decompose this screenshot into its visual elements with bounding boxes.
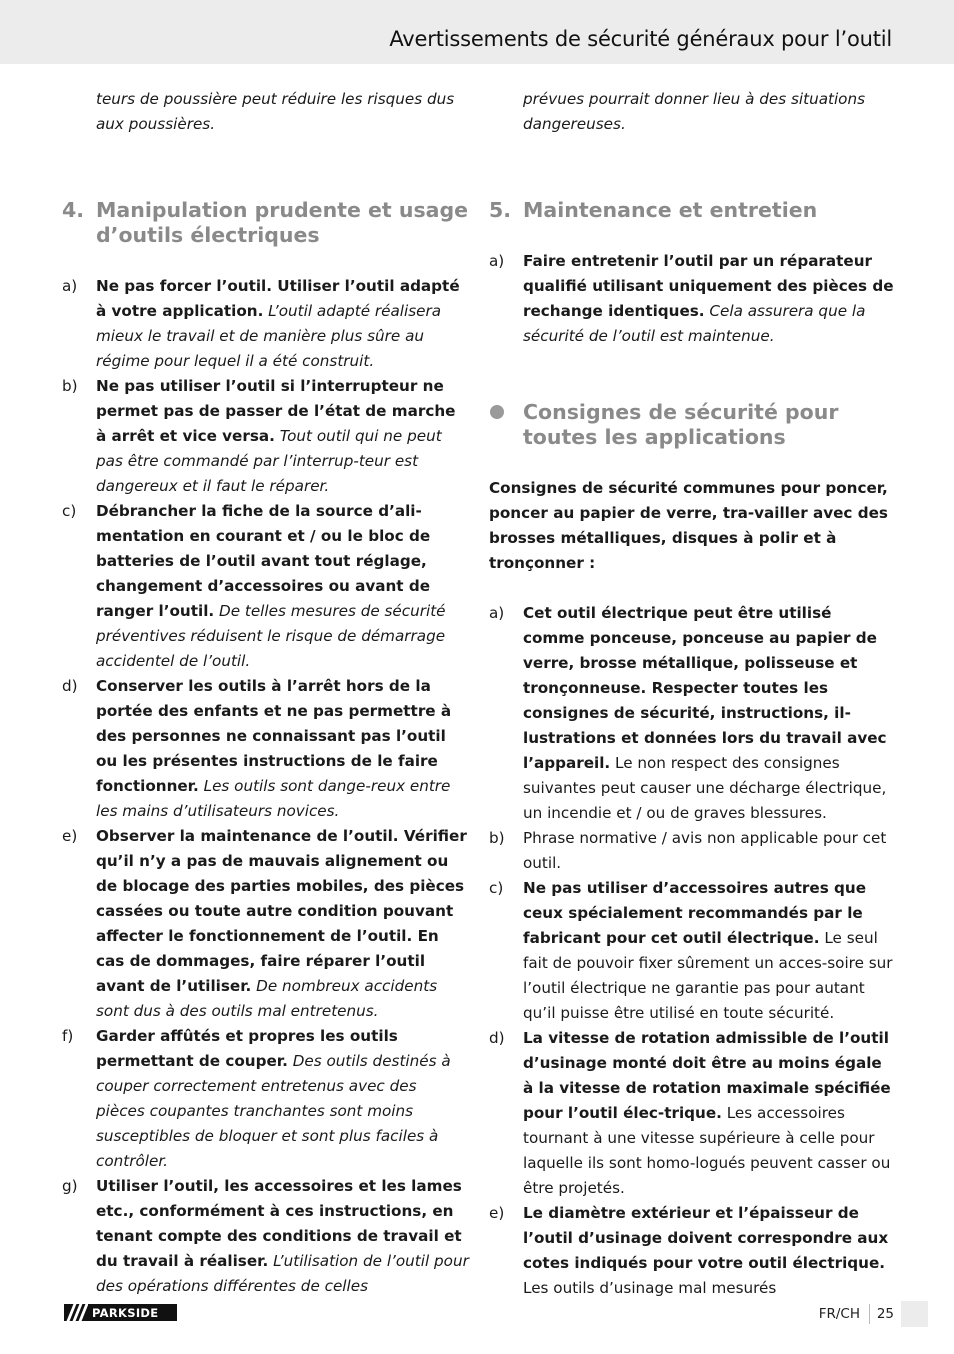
item-label: d) <box>489 1029 505 1047</box>
page-tab <box>901 1301 928 1327</box>
item-bold: La vitesse de rotation admissible de l’outil d’usinage monté doit être au moins égale à la vitesse de rotation maximale spécifiée pour l’outil élec-trique. <box>523 1029 891 1122</box>
item-bold: Débrancher la fiche de la source d’ali-mentation en courant et / ou le bloc de batteries de l’outil avant tout réglage, changement d’accessoires ou avant de ranger l’outil. <box>96 502 431 620</box>
item-text: Cela assurera que la sécurité de l’outil est maintenue. <box>523 302 866 345</box>
item-bold: Faire entretenir l’outil par un réparateur qualifié utilisant uniquement des pièces de rechange identiques. <box>523 252 894 320</box>
item-label: b) <box>62 377 78 395</box>
item-bold: Le diamètre extérieur et l’épaisseur de l’outil d’usinage doivent correspondre aux cotes indiqués pour votre outil électrique. <box>523 1204 889 1272</box>
item-label: c) <box>62 502 77 520</box>
section-number: 5. <box>489 198 512 222</box>
item-bold: Conserver les outils à l’arrêt hors de la portée des enfants et ne pas permettre à des personnes ne connaissant pas l’outil ou les présentes instructions de le faire fonctionner. <box>96 677 452 795</box>
item-label: a) <box>489 604 505 622</box>
continued-text: teurs de poussière peut réduire les risques dus aux poussières. <box>96 90 455 133</box>
item-bold: Garder affûtés et propres les outils permettant de couper. <box>96 1027 398 1070</box>
list-item <box>489 826 894 876</box>
header-band <box>0 0 954 64</box>
brand-name: PARKSIDE <box>92 1305 159 1320</box>
item-label: b) <box>489 829 505 847</box>
section-title: Manipulation prudente et usage d’outils électriques <box>96 198 469 247</box>
intro-bold-paragraph: Consignes de sécurité communes pour poncer, poncer au papier de verre, tra-vailler avec des brosses métalliques, disques à polir et à tronçonner : <box>489 479 888 572</box>
section-4-heading <box>62 198 470 248</box>
parkside-logo <box>64 1304 177 1321</box>
section-title: Consignes de sécurité pour toutes les applications <box>523 400 839 449</box>
item-text: Le non respect des consignes suivantes peut causer une décharge électrique, un incendie et / ou de graves blessures. <box>523 754 887 822</box>
item-text: Le seul fait de pouvoir fixer sûrement un acces-soire sur l’outil électrique ne garantie pas pour autant qu’il puisse être utilisé en toute sécurité. <box>523 929 893 1022</box>
page-number: 25 <box>876 1306 894 1322</box>
instruction-list <box>62 274 470 1299</box>
safety-section-heading <box>489 400 894 450</box>
slashes-icon <box>64 1304 88 1321</box>
list-item <box>62 1024 470 1174</box>
item-label: a) <box>489 252 505 270</box>
item-text: Les outils d’usinage mal mesurés <box>523 1279 777 1297</box>
item-bold: Utiliser l’outil, les accessoires et les lames etc., conformément à ces instructions, en tenant compte des conditions de travail et du travail à réaliser. <box>96 1177 462 1270</box>
list-item <box>489 1201 894 1301</box>
item-bold: Ne pas utiliser l’outil si l’interrupteur ne permet pas de passer de l’état de marche à arrêt et vice versa. <box>96 377 456 445</box>
list-item <box>62 499 470 674</box>
item-label: e) <box>489 1204 505 1222</box>
list-item <box>489 601 894 826</box>
section-number: 4. <box>62 198 85 222</box>
bullet-icon <box>490 405 504 419</box>
footer-divider <box>869 1304 870 1324</box>
language-code: FR/CH <box>818 1306 860 1322</box>
list-item <box>489 876 894 1026</box>
continued-text: prévues pourrait donner lieu à des situations dangereuses. <box>523 90 866 133</box>
list-item <box>489 1026 894 1201</box>
list-item <box>62 374 470 499</box>
list-item <box>62 824 470 1024</box>
page-title: Avertissements de sécurité généraux pour l’outil <box>389 27 892 51</box>
list-item <box>62 274 470 374</box>
item-bold: Ne pas forcer l’outil. Utiliser l’outil adapté à votre application. <box>96 277 460 320</box>
item-text: L’outil adapté réalisera mieux le travail et de manière plus sûre au régime pour lequel il a été construit. <box>96 302 442 370</box>
section-title: Maintenance et entretien <box>523 198 818 222</box>
item-label: d) <box>62 677 78 695</box>
item-text: Phrase normative / avis non applicable pour cet outil. <box>523 829 887 872</box>
item-bold: Ne pas utiliser d’accessoires autres que ceux spécialement recommandés par le fabricant pour cet outil électrique. <box>523 879 867 947</box>
item-text: L’utilisation de l’outil pour des opérations différentes de celles <box>96 1252 469 1295</box>
item-text: De nombreux accidents sont dus à des outils mal entretenus. <box>96 977 438 1020</box>
item-text: Les accessoires tournant à une vitesse supérieure à celle pour laquelle ils sont homo-logués peuvent casser ou être projetés. <box>523 1104 891 1197</box>
instruction-list <box>489 601 894 1301</box>
item-label: c) <box>489 879 504 897</box>
item-label: g) <box>62 1177 78 1195</box>
right-column <box>489 87 894 1301</box>
item-bold: Cet outil électrique peut être utilisé comme ponceuse, ponceuse au papier de verre, brosse métallique, polisseuse et tronçonneuse. Respecter toutes les consignes de sécurité, instructions, il-lustrations et données lors du travail avec l’appareil. <box>523 604 887 772</box>
section-5-heading <box>489 198 894 223</box>
list-item <box>489 249 894 349</box>
item-text: De telles mesures de sécurité préventives réduisent le risque de démarrage accidentel de l’outil. <box>96 602 446 670</box>
list-item <box>62 674 470 824</box>
item-label: e) <box>62 827 78 845</box>
item-text: Les outils sont dange-reux entre les mains d’utilisateurs novices. <box>96 777 451 820</box>
item-text: Des outils destinés à couper correctement entretenus avec des pièces coupantes tranchantes sont moins susceptibles de bloquer et sont plus faciles à contrôler. <box>96 1052 451 1170</box>
item-text: Tout outil qui ne peut pas être commandé par l’interrup-teur est dangereux et il faut le réparer. <box>96 427 442 495</box>
footer <box>0 1300 954 1330</box>
left-column <box>62 87 470 1299</box>
item-bold: Observer la maintenance de l’outil. Vérifier qu’il n’y a pas de mauvais alignement ou de blocage des parties mobiles, des pièces cassées ou toute autre condition pouvant affecter le fonctionnement de l’outil. En cas de dommages, faire réparer l’outil avant de l’utiliser. <box>96 827 467 995</box>
item-label: f) <box>62 1027 74 1045</box>
list-item <box>62 1174 470 1299</box>
item-label: a) <box>62 277 78 295</box>
